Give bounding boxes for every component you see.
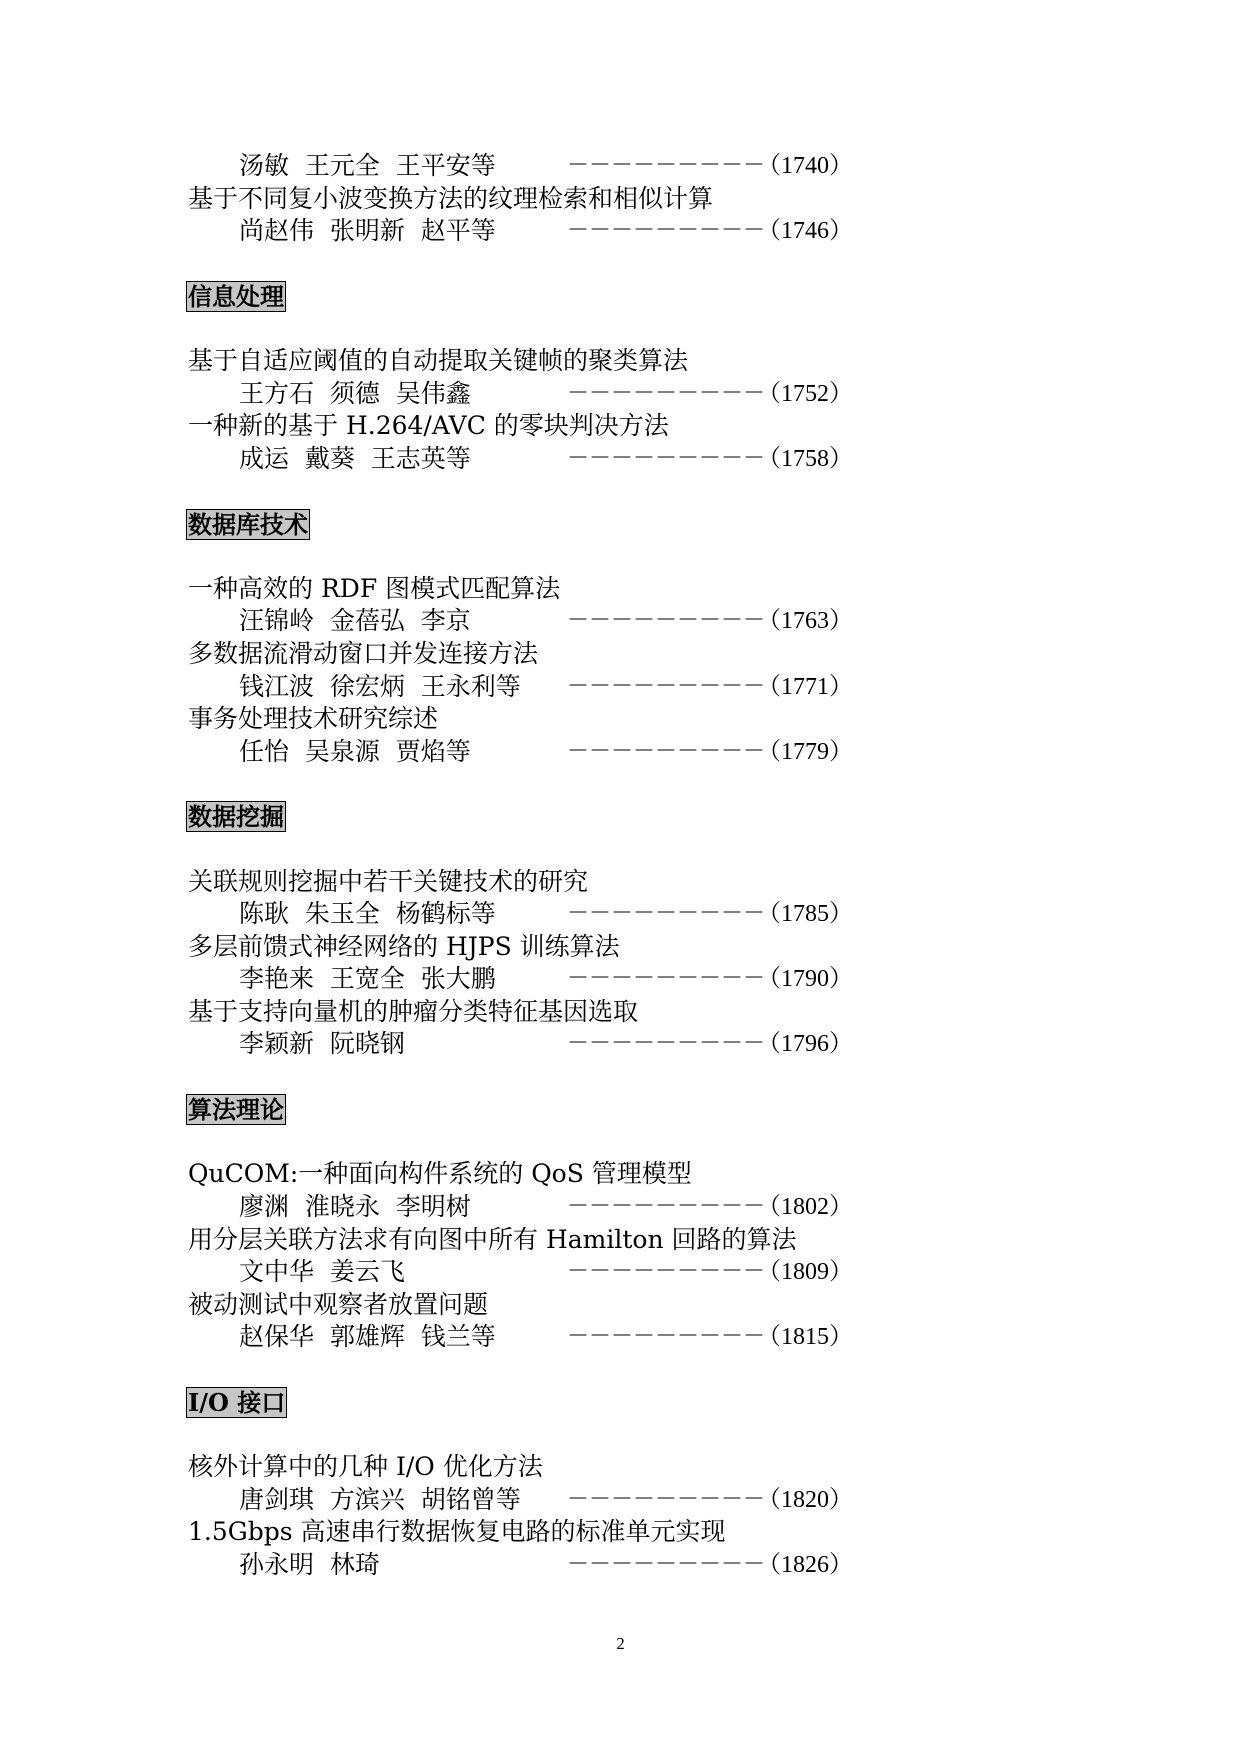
section-heading-row (188, 475, 853, 573)
entry-title: 一种新的基于 H.264/AVC 的零块判决方法 (188, 411, 669, 441)
entry-authors: 赵保华 郭雄辉 钱兰等 (239, 1322, 496, 1352)
entry-byline (188, 671, 853, 704)
section-heading: 信息处理 (188, 281, 284, 311)
dash-leader: －－－－－－－－－ (567, 1551, 766, 1577)
entry-title: 基于自适应阈值的自动提取关键帧的聚类算法 (188, 346, 689, 376)
dash-leader: －－－－－－－－－ (567, 608, 766, 634)
entry-authors: 陈耿 朱玉全 杨鹤标等 (239, 899, 496, 929)
dash-leader: －－－－－－－－－ (567, 901, 766, 927)
entry-authors: 汪锦岭 金蓓弘 李京 (239, 606, 471, 636)
entry-byline (188, 443, 853, 476)
entry-byline (188, 215, 853, 248)
entry-page-number: （1809） (757, 1259, 853, 1286)
dash-leader: －－－－－－－－－ (567, 1324, 766, 1350)
entry-byline (188, 963, 853, 996)
entry-page-number: （1746） (757, 218, 853, 245)
toc-section (188, 1354, 853, 1582)
entry-page-number: （1740） (757, 153, 853, 179)
entry-page-number: （1790） (757, 966, 853, 993)
dash-leader: －－－－－－－－－ (567, 153, 766, 178)
section-heading-row (188, 768, 853, 866)
entry-page-number: （1796） (757, 1031, 853, 1058)
entry-title: 一种高效的 RDF 图模式匹配算法 (188, 573, 561, 603)
toc-entry (188, 1158, 853, 1223)
entry-page-number: （1826） (757, 1551, 853, 1578)
entry-authors: 文中华 姜云飞 (239, 1257, 405, 1287)
dash-leader: －－－－－－－－－ (567, 380, 766, 406)
entry-authors: 王方石 须德 吴伟鑫 (239, 378, 471, 408)
entry-title: 基于支持向量机的肿瘤分类特征基因选取 (188, 996, 639, 1026)
entry-byline (188, 150, 853, 183)
entry-page-number: （1785） (757, 901, 853, 928)
entry-authors: 任怡 吴泉源 贾焰等 (239, 736, 471, 766)
dash-leader: －－－－－－－－－ (567, 445, 766, 471)
entry-byline (188, 1256, 853, 1289)
entry-page-number: （1802） (757, 1194, 853, 1220)
entry-byline (188, 1321, 853, 1354)
entry-authors: 廖渊 淮晓永 李明树 (239, 1192, 471, 1221)
entry-authors: 汤敏 王元全 王平安等 (239, 151, 496, 180)
entry-page-number: （1758） (757, 445, 853, 472)
section-heading: 数据库技术 (188, 509, 308, 539)
entry-title: 基于不同复小波变换方法的纹理检索和相似计算 (188, 183, 714, 213)
entry-page-number: （1779） (757, 738, 853, 765)
entry-title: 多数据流滑动窗口并发连接方法 (188, 638, 539, 668)
entry-authors: 李颖新 阮晓钢 (239, 1029, 405, 1059)
toc-section (188, 768, 853, 1061)
toc-section (188, 1061, 853, 1354)
section-heading-row (188, 248, 853, 346)
toc-entry (188, 1224, 853, 1289)
entry-byline (188, 898, 853, 931)
toc-entry (188, 1516, 853, 1581)
section-heading-row (188, 1354, 853, 1452)
table-of-contents (188, 150, 853, 1581)
dash-leader: －－－－－－－－－ (567, 1486, 766, 1512)
section-heading: 数据挖掘 (188, 802, 284, 832)
toc-entry (188, 573, 853, 638)
dash-leader: －－－－－－－－－ (567, 218, 766, 244)
page-number: 2 (616, 1634, 625, 1653)
entry-page-number: （1820） (757, 1486, 853, 1513)
entry-authors: 唐剑琪 方滨兴 胡铭曾等 (239, 1484, 521, 1514)
toc-entry (188, 1451, 853, 1516)
entry-byline (188, 1549, 853, 1582)
toc-section (188, 475, 853, 768)
dash-leader: －－－－－－－－－ (567, 966, 766, 992)
toc-section (188, 248, 853, 476)
toc-entry (188, 345, 853, 410)
entry-authors: 孙永明 林琦 (239, 1549, 380, 1579)
entry-title: 核外计算中的几种 I/O 优化方法 (188, 1452, 543, 1482)
entry-authors: 尚赵伟 张明新 赵平等 (239, 216, 496, 246)
entry-title: 1.5Gbps 高速串行数据恢复电路的标准单元实现 (188, 1517, 726, 1547)
entry-page-number: （1752） (757, 380, 853, 407)
toc-entry (188, 410, 853, 475)
entry-authors: 钱江波 徐宏炳 王永利等 (239, 671, 521, 701)
entry-title: 多层前馈式神经网络的 HJPS 训练算法 (188, 931, 620, 961)
entry-title: 事务处理技术研究综述 (188, 704, 439, 734)
entry-page-number: （1815） (757, 1324, 853, 1351)
dash-leader: －－－－－－－－－ (567, 673, 766, 699)
entry-byline (188, 605, 853, 638)
entry-byline (188, 1028, 853, 1061)
toc-entry (188, 150, 853, 183)
toc-entry (188, 1289, 853, 1354)
toc-entry (188, 866, 853, 931)
dash-leader: －－－－－－－－－ (567, 738, 766, 764)
entry-byline (188, 1484, 853, 1517)
section-heading: I/O 接口 (188, 1387, 286, 1417)
dash-leader: －－－－－－－－－ (567, 1259, 766, 1285)
entry-byline (188, 378, 853, 411)
entry-byline (188, 736, 853, 769)
entry-byline (188, 1191, 853, 1224)
toc-section (188, 150, 853, 248)
toc-entry (188, 703, 853, 768)
entry-authors: 成运 戴葵 王志英等 (239, 443, 471, 473)
dash-leader: －－－－－－－－－ (567, 1031, 766, 1057)
entry-page-number: （1763） (757, 608, 853, 635)
section-heading: 算法理论 (188, 1095, 284, 1125)
entry-title: 用分层关联方法求有向图中所有 Hamilton 回路的算法 (188, 1224, 797, 1254)
entry-title: 关联规则挖掘中若干关键技术的研究 (188, 866, 589, 896)
toc-entry (188, 996, 853, 1061)
entry-title: 被动测试中观察者放置问题 (188, 1289, 489, 1319)
entry-title: QuCOM:一种面向构件系统的 QoS 管理模型 (188, 1159, 692, 1189)
toc-entry (188, 638, 853, 703)
section-heading-row (188, 1061, 853, 1159)
entry-authors: 李艳来 王宽全 张大鹏 (239, 964, 496, 994)
toc-entry (188, 931, 853, 996)
entry-page-number: （1771） (757, 673, 853, 700)
toc-entry (188, 183, 853, 248)
dash-leader: －－－－－－－－－ (567, 1194, 766, 1219)
